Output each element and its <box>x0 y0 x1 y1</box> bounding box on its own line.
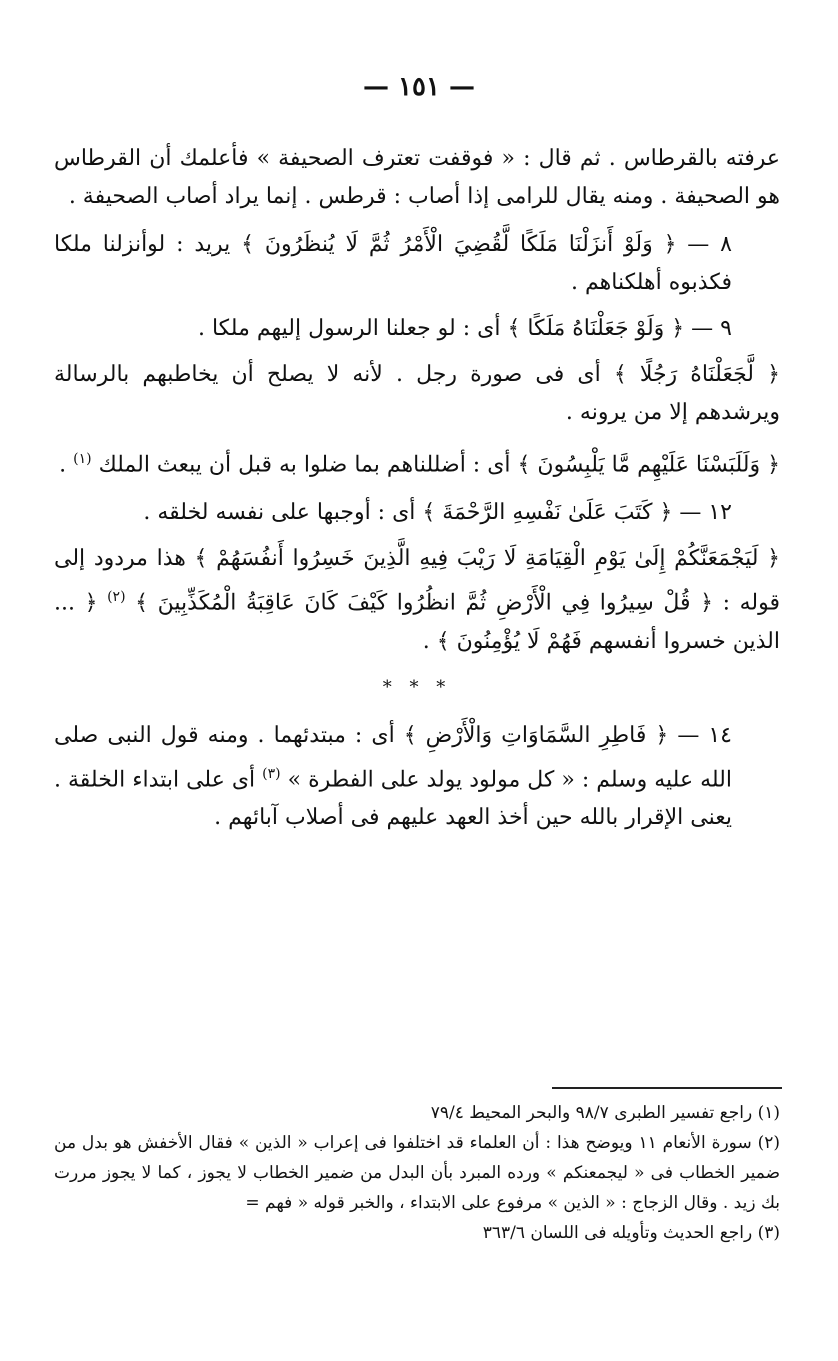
paragraph-rajulan: ﴿ لَّجَعَلْنَاهُ رَجُلًا ﴾ أى فى صورة رجل . لأنه لا يصلح أن يخاطبهم بالرسالة ويرشدهم إلا من يرونه . <box>54 362 780 425</box>
section-separator: * * * <box>382 676 452 698</box>
footnote-marker-1: (١) <box>73 451 92 467</box>
paragraph-verse-12: ١٢ — ﴿ كَتَبَ عَلَىٰ نَفْسِهِ الرَّحْمَةَ ﴾ أى : أوجبها على نفسه لخلقه . <box>143 500 732 526</box>
paragraph-layajmaannakum <box>54 540 780 660</box>
paragraph-layajmaannakum-text: ﴿ لَيَجْمَعَنَّكُمْ إِلَىٰ يَوْمِ الْقِيَامَةِ لَا رَيْبَ فِيهِ الَّذِينَ خَسِرُوا أَنفُسَهُمْ ﴾ هذا مردود إلى قوله : ﴿ قُلْ سِيرُوا فِي الْأَرْضِ ثُمَّ انظُرُوا كَيْفَ كَانَ عَاقِبَةُ الْمُكَذِّبِينَ ﴾ <box>54 546 780 616</box>
footnote-marker-3: (٣) <box>262 765 281 782</box>
footnotes <box>54 1098 780 1248</box>
paragraph-qirtas: عرفته بالقرطاس . ثم قال : « فوقفت تعترف الصحيفة » فأعلمك أن القرطاس هو الصحيفة . ومنه يقال للرامى إذا أصاب : قرطس . إنما يراد أصاب الصحيفة . <box>54 146 780 209</box>
footnote-3: (٣) راجع الحديث وتأويله فى اللسان ٣٦٣/٦ <box>482 1223 780 1243</box>
page-number: — ١٥١ — <box>362 72 476 102</box>
paragraph-verse-14-text: ١٤ — ﴿ فَاطِرِ السَّمَاوَاتِ وَالْأَرْضِ ﴾ أى : مبتدئهما . ومنه قول النبى صلى الله عليه وسلم : « كل مولود يولد على الفطرة » <box>54 722 732 792</box>
paragraph-lalabasna-text: ﴿ وَلَلَبَسْنَا عَلَيْهِم مَّا يَلْبِسُونَ ﴾ أى : أضللناهم بما ضلوا به قبل أن يبعث الملك <box>98 452 780 478</box>
paragraph-fahum-text: ﴿ ... الذين خسروا أنفسهم فَهُمْ لَا يُؤْمِنُونَ ﴾ . <box>54 590 780 654</box>
main-text <box>54 140 780 845</box>
footnote-2: (٢) سورة الأنعام ١١ ويوضح هذا : أن العلماء قد اختلفوا فى إعراب « الذين » فقال الأخفش هو بدل من ضمير الخطاب فى « ليجمعنكم » ورده المبرد بأن البدل من ضمير الخطاب لا يجوز ، كما لا يجوز مررت بك زيد . وقال الزجاج : « الذين » مرفوع على الابتداء ، والخبر قوله « فهم = <box>54 1133 781 1213</box>
paragraph-verse-8: ٨ — ﴿ وَلَوْ أَنزَلْنَا مَلَكًا لَّقُضِيَ الْأَمْرُ ثُمَّ لَا يُنظَرُونَ ﴾ يريد : لوأنزلنا ملكا فكذبوه أهلكناهم . <box>54 232 732 295</box>
paragraph-verse-14 <box>54 717 780 837</box>
paragraph-verse-9: ٩ — ﴿ وَلَوْ جَعَلْنَاهُ مَلَكًا ﴾ أى : لو جعلنا الرسول إليهم ملكا . <box>197 316 732 341</box>
footnote-divider <box>552 1087 782 1089</box>
paragraph-fitra-text: أى على ابتداء الخلقة . يعنى الإقرار بالله حين أخذ العهد عليهم فى أصلاب آبائهم . <box>54 766 732 830</box>
footnote-marker-2: (٢) <box>107 589 126 606</box>
footnote-1: (١) راجع تفسير الطبرى ٩٨/٧ والبحر المحيط ٧٩/٤ <box>430 1103 780 1123</box>
paragraph-lalabasna: ﴿ وَلَلَبَسْنَا عَلَيْهِم مَّا يَلْبِسُونَ ﴾ أى : أضللناهم بما ضلوا به قبل أن يبعث الملك $^{(١)}$ . <box>59 451 780 478</box>
